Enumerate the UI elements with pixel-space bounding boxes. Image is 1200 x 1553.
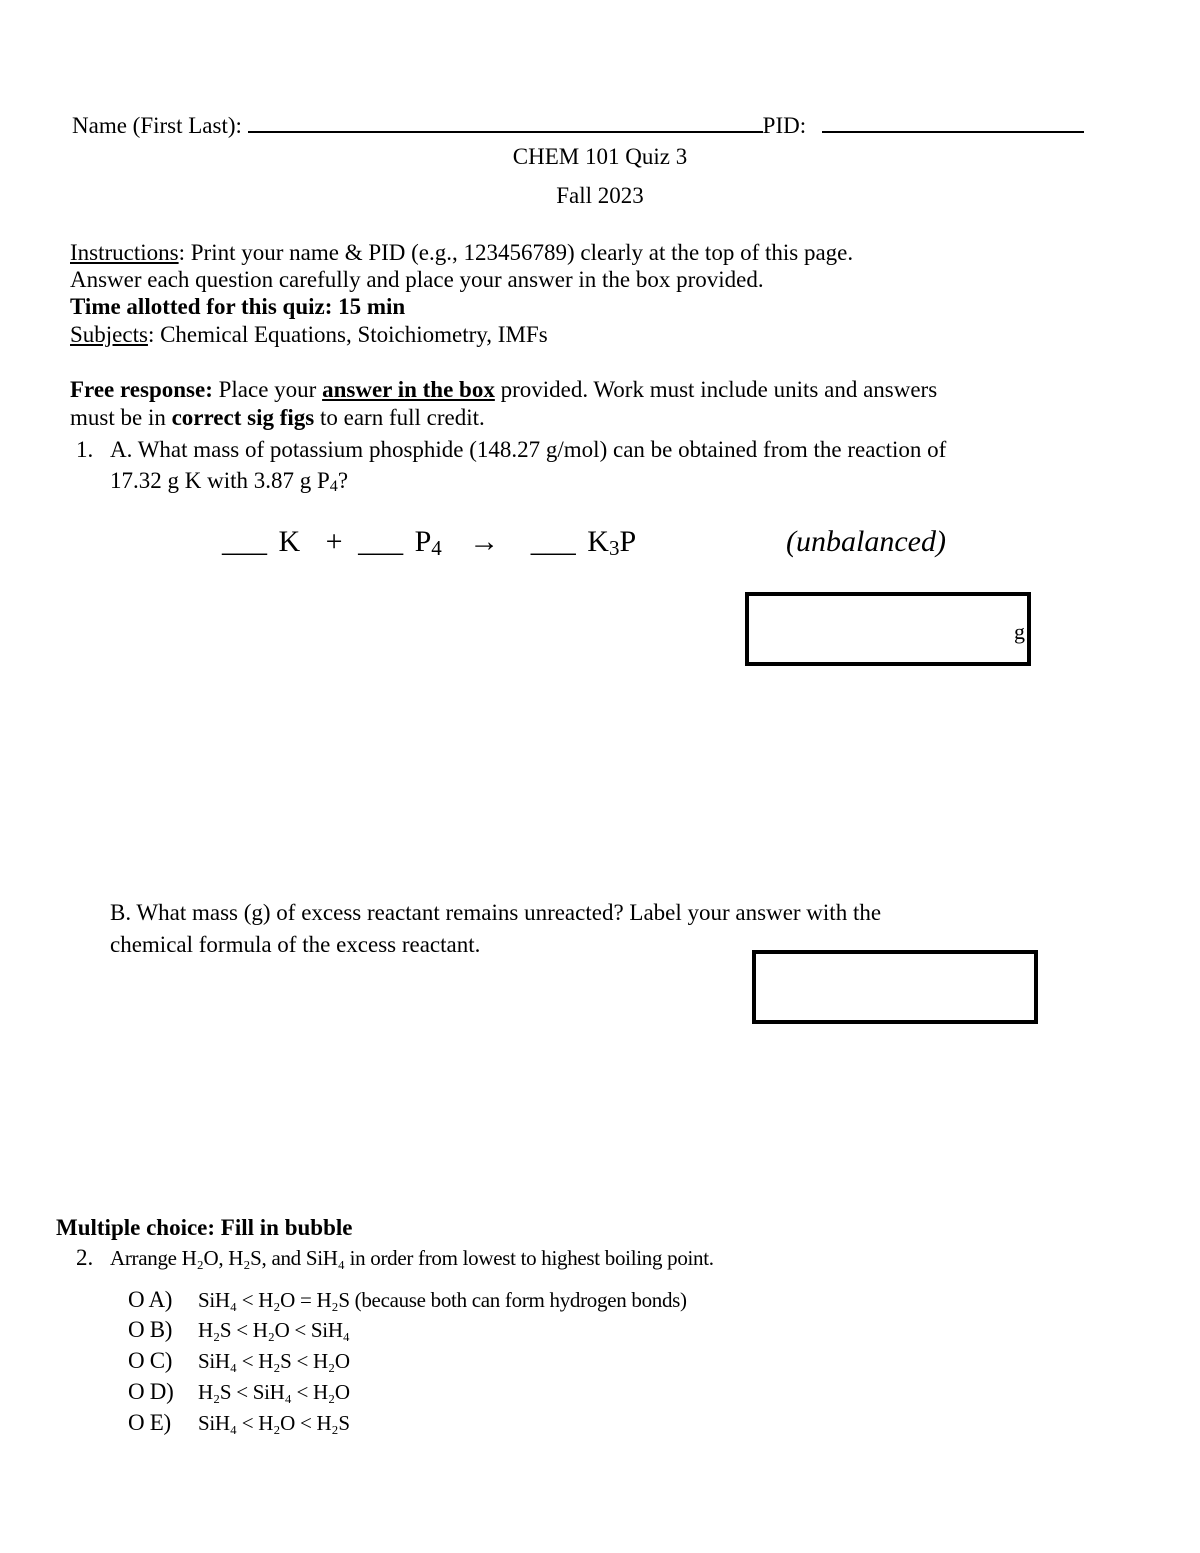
- equation-k: K: [278, 525, 301, 558]
- free-response-text-4: to earn full credit.: [314, 405, 485, 430]
- quiz-title: CHEM 101 Quiz 3: [512, 144, 688, 169]
- multiple-choice-heading: Multiple choice: Fill in bubble: [56, 1215, 353, 1240]
- option-c[interactable]: [128, 1347, 350, 1375]
- option-b-text: H₂S < H₂O < SiH₄: [198, 1318, 350, 1342]
- instructions-label: Instructions: [70, 240, 179, 265]
- answer-box-1b[interactable]: [752, 950, 1038, 1024]
- answer-in-box-text: answer in the box: [322, 377, 495, 402]
- option-d-label[interactable]: O D): [128, 1379, 174, 1404]
- coefficient-blank-p4[interactable]: ___: [358, 525, 404, 558]
- subjects-line: [70, 321, 548, 349]
- instructions-line-1: [70, 239, 853, 267]
- free-response-line-1: [70, 376, 937, 404]
- free-response-line-2: [70, 404, 485, 432]
- option-b-label[interactable]: O B): [128, 1317, 173, 1342]
- name-field[interactable]: [248, 131, 763, 133]
- chemical-equation: [222, 524, 636, 560]
- reaction-arrow-icon: →: [469, 525, 500, 558]
- pid-label: PID:: [762, 113, 807, 138]
- option-a-text: SiH₄ < H₂O = H₂S (because both can form hydrogen bonds): [198, 1288, 687, 1312]
- option-c-label[interactable]: O C): [128, 1348, 173, 1373]
- subjects-label: Subjects: [70, 322, 148, 347]
- answer-box-1a[interactable]: [745, 592, 1031, 666]
- option-a[interactable]: [128, 1286, 687, 1314]
- unbalanced-note: (unbalanced): [786, 525, 946, 558]
- question-1a-text: 17.32 g K with 3.87 g P: [110, 468, 330, 493]
- question-1a-end: ?: [337, 468, 349, 493]
- question-1b-line-1: B. What mass (g) of excess reactant remains unreacted? Label your answer with the: [110, 900, 882, 925]
- question-1a-line-2: [110, 467, 348, 495]
- answer-unit-g: g: [1014, 619, 1025, 644]
- option-d-text: H₂S < SiH₄ < H₂O: [198, 1380, 350, 1404]
- instructions-line-2: Answer each question carefully and place your answer in the box provided.: [70, 267, 764, 292]
- question-2-text: Arrange H₂O, H₂S, and SiH₄ in order from lowest to highest boiling point.: [110, 1246, 714, 1270]
- name-label: Name (First Last):: [72, 113, 242, 138]
- subjects-text: : Chemical Equations, Stoichiometry, IMFs: [147, 322, 548, 347]
- option-e[interactable]: [128, 1409, 350, 1437]
- coefficient-blank-k[interactable]: ___: [222, 525, 267, 558]
- option-c-text: SiH₄ < H₂S < H₂O: [198, 1349, 350, 1373]
- pid-field[interactable]: [822, 131, 1084, 133]
- option-a-label[interactable]: O A): [128, 1287, 173, 1312]
- coefficient-blank-k3p[interactable]: ___: [530, 525, 576, 558]
- question-2-number: 2.: [76, 1245, 94, 1270]
- option-d[interactable]: [128, 1378, 350, 1406]
- quiz-term: Fall 2023: [556, 183, 644, 208]
- equation-plus: +: [325, 525, 343, 558]
- free-response-text-1: Place your: [212, 377, 323, 402]
- free-response-text-3: must be in: [70, 405, 172, 430]
- time-allotted: Time allotted for this quiz: 15 min: [70, 294, 406, 319]
- free-response-text-2: provided. Work must include units and answers: [494, 377, 938, 402]
- question-1a-line-1: A. What mass of potassium phosphide (148.27 g/mol) can be obtained from the reaction of: [110, 437, 947, 462]
- question-1a-subscript: 4: [329, 478, 338, 496]
- name-line: [72, 112, 1084, 140]
- question-1b-line-2: chemical formula of the excess reactant.: [110, 932, 481, 957]
- instructions-text: : Print your name & PID (e.g., 123456789) clearly at the top of this page.: [178, 240, 854, 265]
- equation-k3p: $K_3P$: [587, 525, 637, 561]
- option-e-text: SiH₄ < H₂O < H₂S: [198, 1411, 350, 1435]
- option-b[interactable]: [128, 1316, 350, 1344]
- sig-figs-text: correct sig figs: [171, 405, 315, 430]
- equation-p4: $P_4$: [414, 525, 442, 561]
- option-e-label[interactable]: O E): [128, 1410, 171, 1435]
- free-response-label: Free response:: [70, 377, 213, 402]
- question-1-number: 1.: [76, 437, 94, 462]
